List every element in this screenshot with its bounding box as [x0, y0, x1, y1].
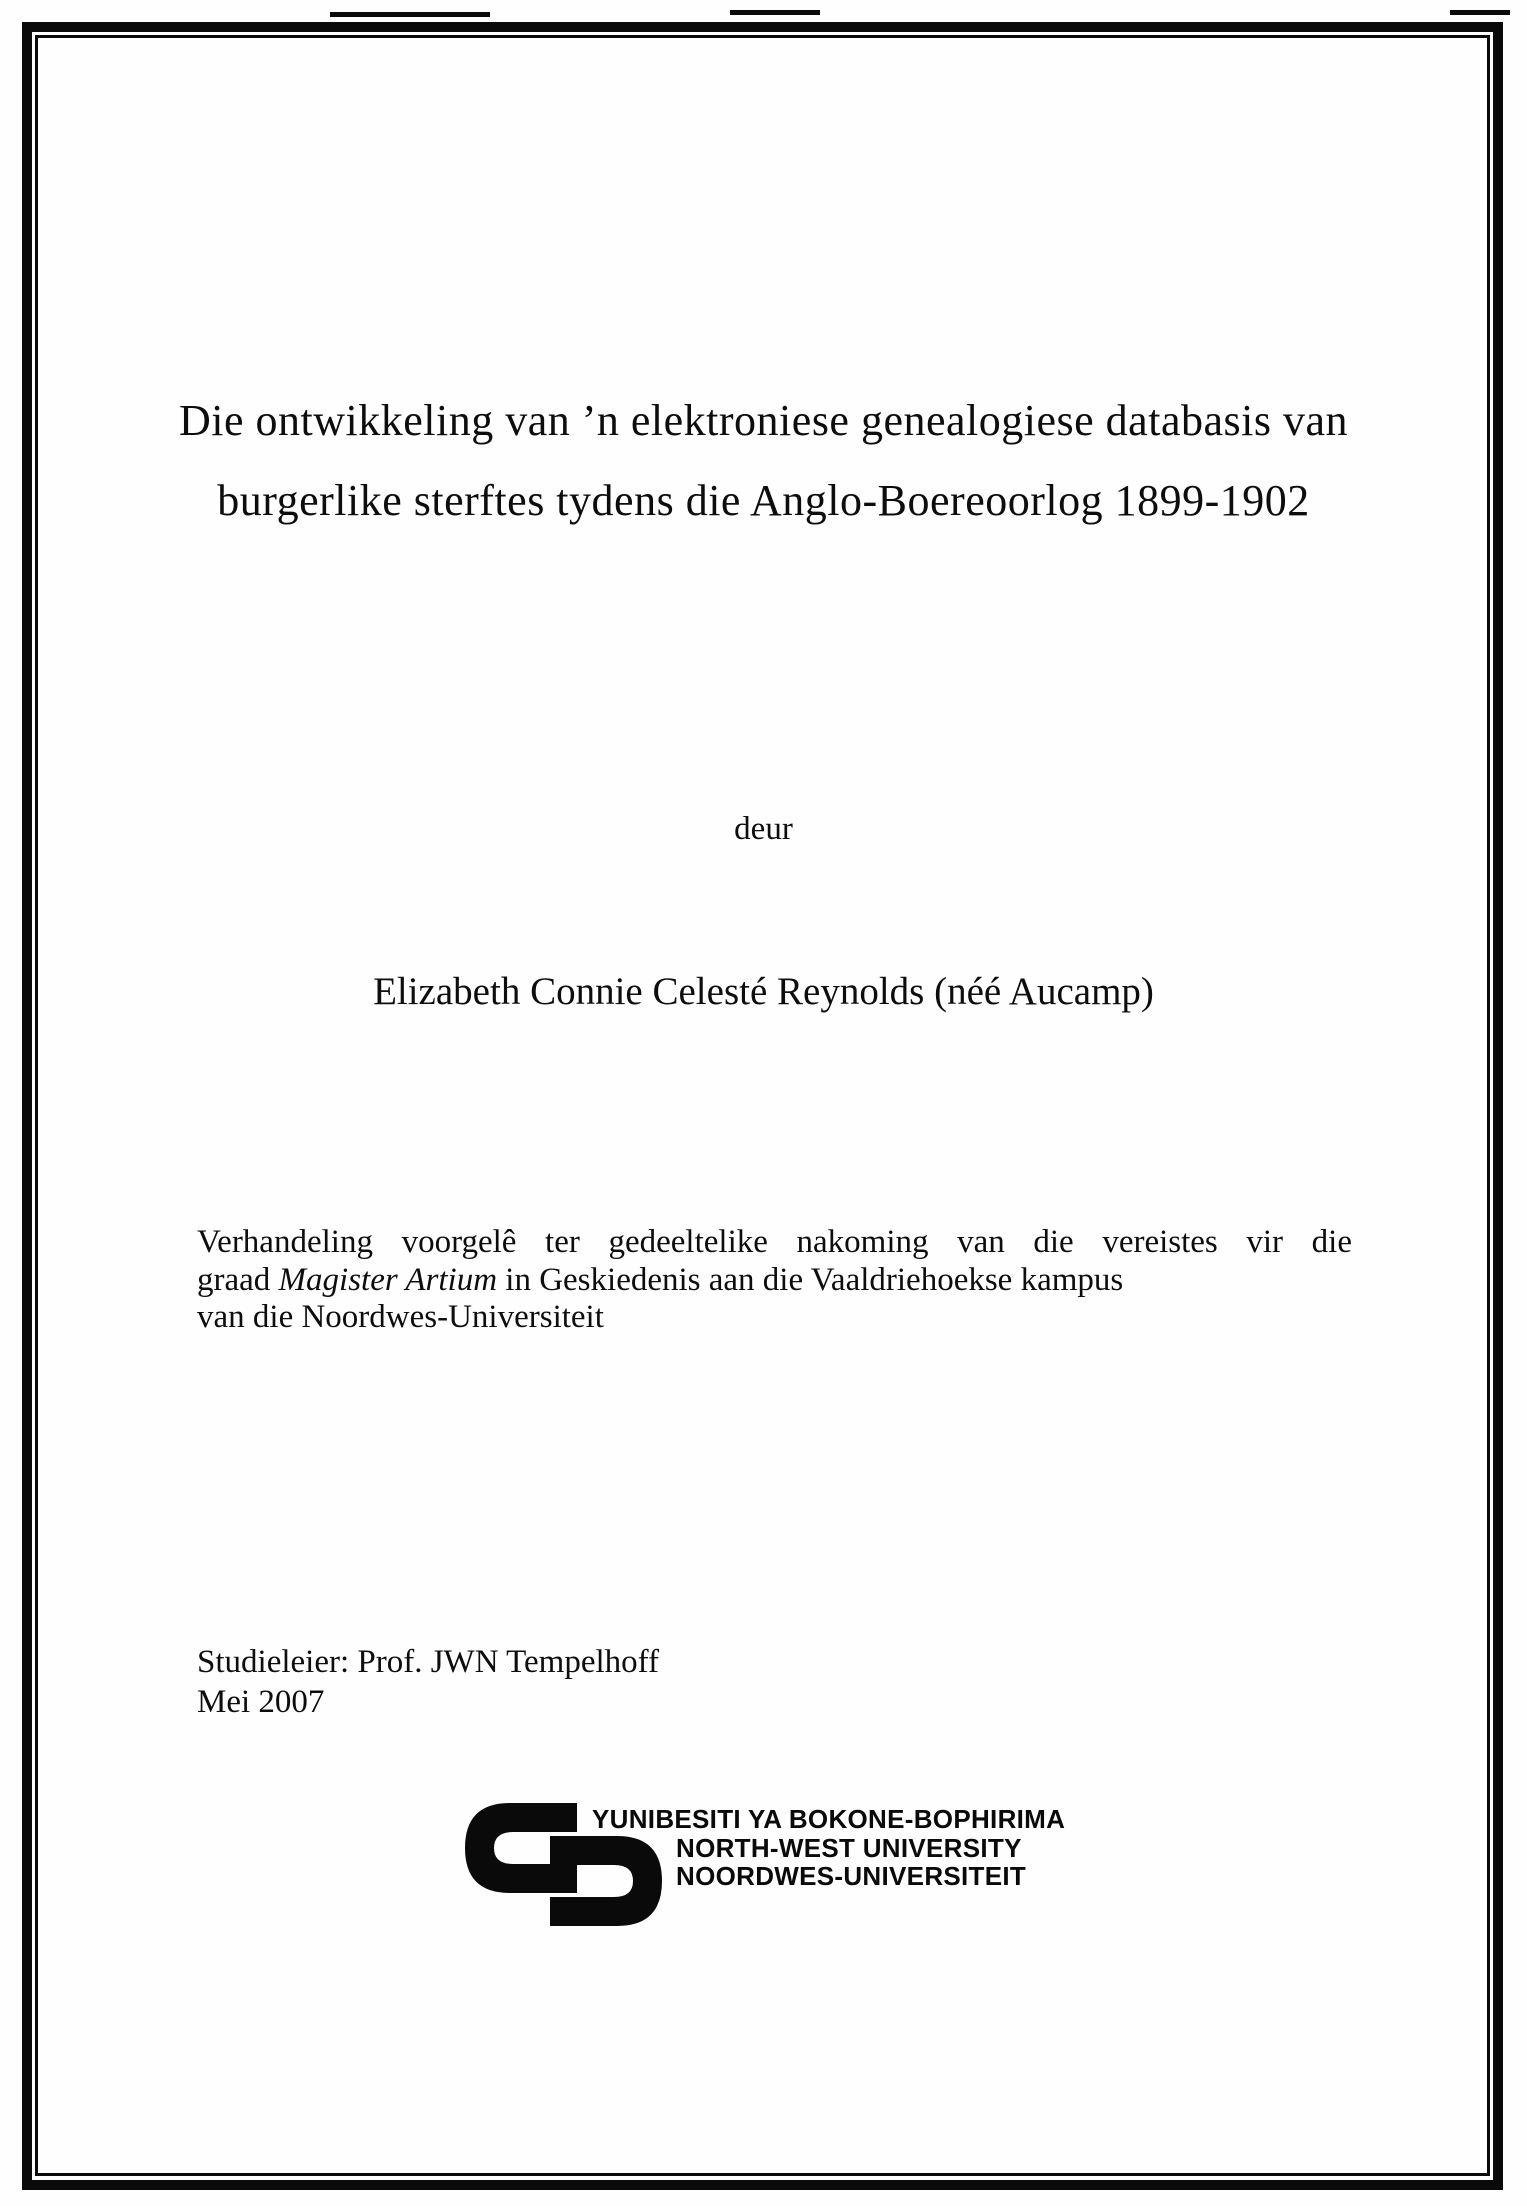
degree-name: Magister Artium [278, 1261, 498, 1298]
scan-artifact [730, 10, 820, 15]
byline-label: deur [734, 811, 793, 847]
logo-text-afrikaans: NOORDWES-UNIVERSITEIT [676, 1861, 1027, 1891]
scan-artifact [1450, 10, 1510, 15]
degree-statement-line2 [197, 1262, 1352, 1300]
university-logo-text [592, 1805, 1065, 1891]
scan-artifact [330, 12, 490, 17]
thesis-title-line2: burgerlike sterftes tydens die Anglo-Boereoorlog 1899-1902 [217, 476, 1310, 525]
degree-statement-line2-after: in Geskiedenis aan die Vaaldriehoekse kampus [497, 1261, 1124, 1298]
thesis-title [120, 381, 1407, 541]
supervisor-block [197, 1642, 659, 1722]
supervisor-line: Studieleier: Prof. JWN Tempelhoff [197, 1644, 660, 1680]
author-name: Elizabeth Connie Celesté Reynolds (néé Aucamp) [373, 970, 1154, 1013]
date-line: Mei 2007 [197, 1684, 325, 1720]
logo-text-setswana: YUNIBESITI YA BOKONE-BOPHIRIMA [592, 1804, 1066, 1834]
degree-statement-line1: Verhandeling voorgelê ter gedeeltelike nakoming van die vereistes vir die [197, 1224, 1352, 1260]
degree-statement-line3: van die Noordwes-Universiteit [197, 1299, 604, 1335]
thesis-title-line1: Die ontwikkeling van ’n elektroniese genealogiese databasis van [178, 396, 1348, 445]
degree-statement-line2-before: graad [197, 1261, 279, 1298]
degree-statement [197, 1224, 1352, 1337]
logo-text-english: NORTH-WEST UNIVERSITY [676, 1832, 1022, 1863]
